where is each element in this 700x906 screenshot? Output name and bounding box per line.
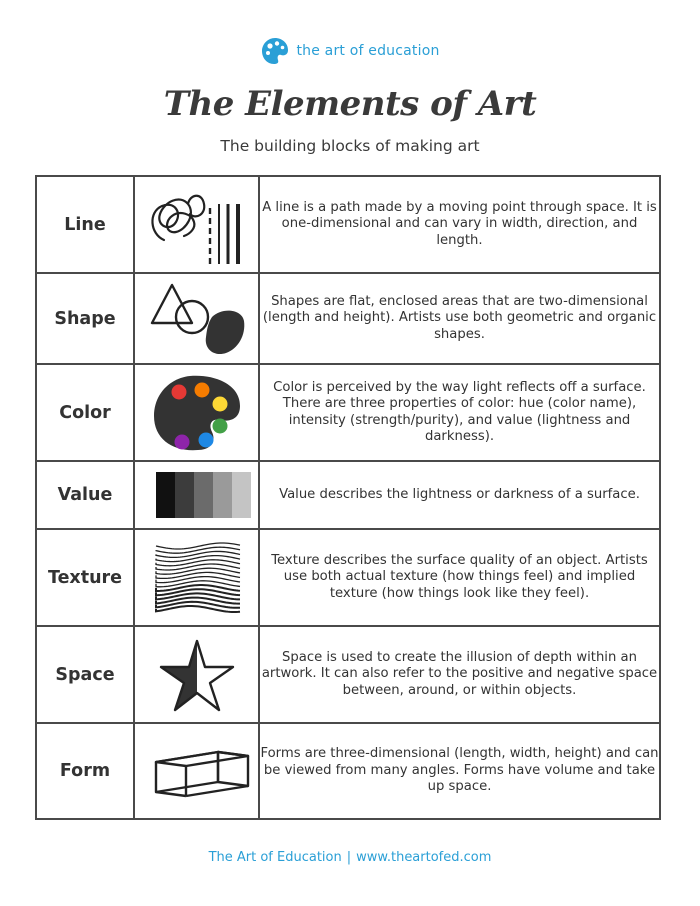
table-row (36, 176, 660, 273)
element-description: Shapes are flat, enclosed areas that are two-dimensional (length and height). Artists use both geometric and organic shapes. (259, 273, 660, 364)
value-swatch (175, 472, 194, 518)
color-palette-icon (142, 370, 252, 456)
element-name: Shape (36, 273, 134, 364)
table-row (36, 364, 660, 461)
element-name: Form (36, 723, 134, 819)
table-row (36, 461, 660, 529)
table-row (36, 723, 660, 819)
table-row (36, 273, 660, 364)
palette-icon (260, 36, 290, 66)
element-picture (134, 176, 259, 273)
element-picture (134, 461, 259, 529)
element-name: Space (36, 626, 134, 723)
element-description: Texture describes the surface quality of an object. Artists use both actual texture (how things feel) and implied texture (how things look like they feel). (259, 529, 660, 626)
element-name: Line (36, 176, 134, 273)
table-row (36, 529, 660, 626)
logo (0, 36, 700, 66)
element-description: A line is a path made by a moving point through space. It is one-dimensional and can vary in width, direction, and length. (259, 176, 660, 273)
paint-dot (171, 384, 186, 399)
element-name: Value (36, 461, 134, 529)
element-description: Value describes the lightness or darkness of a surface. (259, 461, 660, 529)
paint-dot (198, 432, 213, 447)
value-swatch (213, 472, 232, 518)
page-title: The Elements of Art (163, 84, 537, 124)
line-icon (142, 182, 252, 268)
shape-icon (142, 277, 252, 361)
element-picture (134, 723, 259, 819)
element-picture (134, 364, 259, 461)
paint-dot (194, 382, 209, 397)
element-picture (134, 273, 259, 364)
texture-wave-line (156, 576, 240, 582)
star-icon (142, 635, 252, 715)
element-picture (134, 626, 259, 723)
element-picture (134, 529, 259, 626)
prism-icon (142, 736, 252, 806)
footer-separator: | (346, 850, 352, 865)
element-description: Color is perceived by the way light reflects off a surface. There are three properties of color: hue (color name), intensity (strength/purity), and value (lightness and darkness). (259, 364, 660, 461)
paint-dot (212, 396, 227, 411)
element-description: Forms are three-dimensional (length, width, height) and can be viewed from many angles. Forms have volume and take up space. (259, 723, 660, 819)
table-row (36, 626, 660, 723)
element-name: Texture (36, 529, 134, 626)
paint-dot (174, 434, 189, 449)
paint-dot (212, 418, 227, 433)
logo-text: the art of education (296, 43, 440, 59)
element-description: Space is used to create the illusion of depth within an artwork. It can also refer to the positive and negative space between, around, or within objects. (259, 626, 660, 723)
footer-org: The Art of Education (208, 850, 342, 865)
value-swatch (232, 472, 251, 518)
element-name: Color (36, 364, 134, 461)
footer-url[interactable]: www.theartofed.com (356, 850, 492, 865)
page-subtitle: The building blocks of making art (220, 137, 480, 155)
value-swatch (156, 472, 175, 518)
value-scale-icon (142, 469, 252, 521)
value-swatch (194, 472, 213, 518)
elements-table (35, 175, 661, 820)
texture-waves-icon (142, 538, 252, 618)
footer (0, 850, 700, 865)
